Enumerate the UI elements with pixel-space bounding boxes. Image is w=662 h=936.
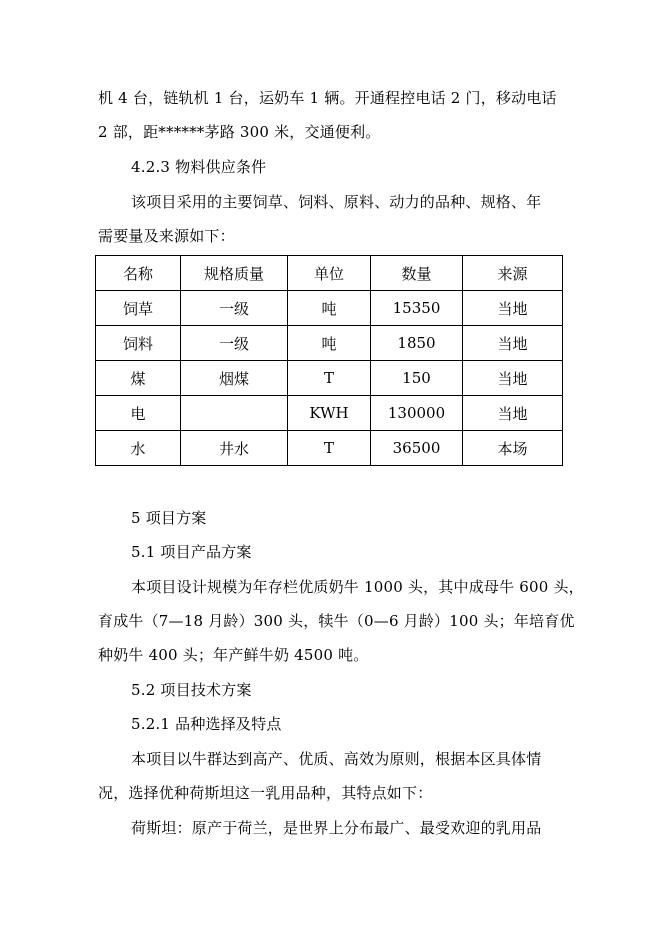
- table-cell: 井水: [181, 431, 288, 466]
- table-cell: [181, 396, 288, 431]
- table-cell: 130000: [371, 396, 463, 431]
- table-cell: KWH: [288, 396, 371, 431]
- table-cell: 吨: [288, 326, 371, 361]
- material-supply-table: [95, 255, 563, 466]
- table-row: [96, 291, 563, 326]
- table-cell: 吨: [288, 291, 371, 326]
- table-row: [96, 326, 563, 361]
- table-header-cell: 来源: [463, 256, 563, 291]
- table-cell: 本场: [463, 431, 563, 466]
- paragraph-line: 本项目设计规模为年存栏优质奶牛 1000 头，其中成母牛 600 头，: [131, 578, 584, 596]
- table-cell: T: [288, 361, 371, 396]
- paragraph-line: 该项目采用的主要饲草、饲料、原料、动力的品种、规格、年: [131, 193, 542, 211]
- table-cell: 150: [371, 361, 463, 396]
- table-cell: 饲草: [96, 291, 181, 326]
- table-cell: 一级: [181, 291, 288, 326]
- table-cell: 饲料: [96, 326, 181, 361]
- paragraph-line: 育成牛（7—18 月龄）300 头，犊牛（0—6 月龄）100 头；年培育优: [98, 612, 575, 630]
- table-header-cell: 数量: [371, 256, 463, 291]
- paragraph-line: 机 4 台，链轨机 1 台，运奶车 1 辆。开通程控电话 2 门，移动电话: [98, 89, 557, 107]
- table-row: [96, 396, 563, 431]
- table-cell: 煤: [96, 361, 181, 396]
- table-cell: 当地: [463, 396, 563, 431]
- table-cell: 一级: [181, 326, 288, 361]
- table-header-cell: 规格质量: [181, 256, 288, 291]
- table-cell: 1850: [371, 326, 463, 361]
- table-row: [96, 361, 563, 396]
- paragraph-line: 况，选择优种荷斯坦这一乳用品种，其特点如下：: [98, 784, 433, 802]
- paragraph-line: 需要量及来源如下：: [98, 227, 235, 245]
- table-header-row: [96, 256, 563, 291]
- table-cell: 烟煤: [181, 361, 288, 396]
- section-heading-5-2: 5.2 项目技术方案: [131, 681, 252, 699]
- table-row: [96, 431, 563, 466]
- table-header-cell: 单位: [288, 256, 371, 291]
- paragraph-line: 种奶牛 400 头；年产鲜牛奶 4500 吨。: [98, 646, 369, 664]
- table-cell: 36500: [371, 431, 463, 466]
- section-heading-5-2-1: 5.2.1 品种选择及特点: [131, 715, 282, 733]
- paragraph-line: 2 部，距******茅路 300 米，交通便利。: [98, 123, 381, 141]
- table-cell: T: [288, 431, 371, 466]
- table-cell: 15350: [371, 291, 463, 326]
- table-cell: 当地: [463, 326, 563, 361]
- table-cell: 当地: [463, 291, 563, 326]
- table-cell: 水: [96, 431, 181, 466]
- section-heading-5: 5 项目方案: [131, 509, 207, 527]
- table-cell: 当地: [463, 361, 563, 396]
- paragraph-line: 本项目以牛群达到高产、优质、高效为原则，根据本区具体情: [131, 750, 542, 768]
- section-heading-5-1: 5.1 项目产品方案: [131, 543, 252, 561]
- table-cell: 电: [96, 396, 181, 431]
- table-header-cell: 名称: [96, 256, 181, 291]
- section-heading-4-2-3: 4.2.3 物料供应条件: [131, 158, 267, 176]
- paragraph-line: 荷斯坦：原产于荷兰，是世界上分布最广、最受欢迎的乳用品: [131, 819, 542, 837]
